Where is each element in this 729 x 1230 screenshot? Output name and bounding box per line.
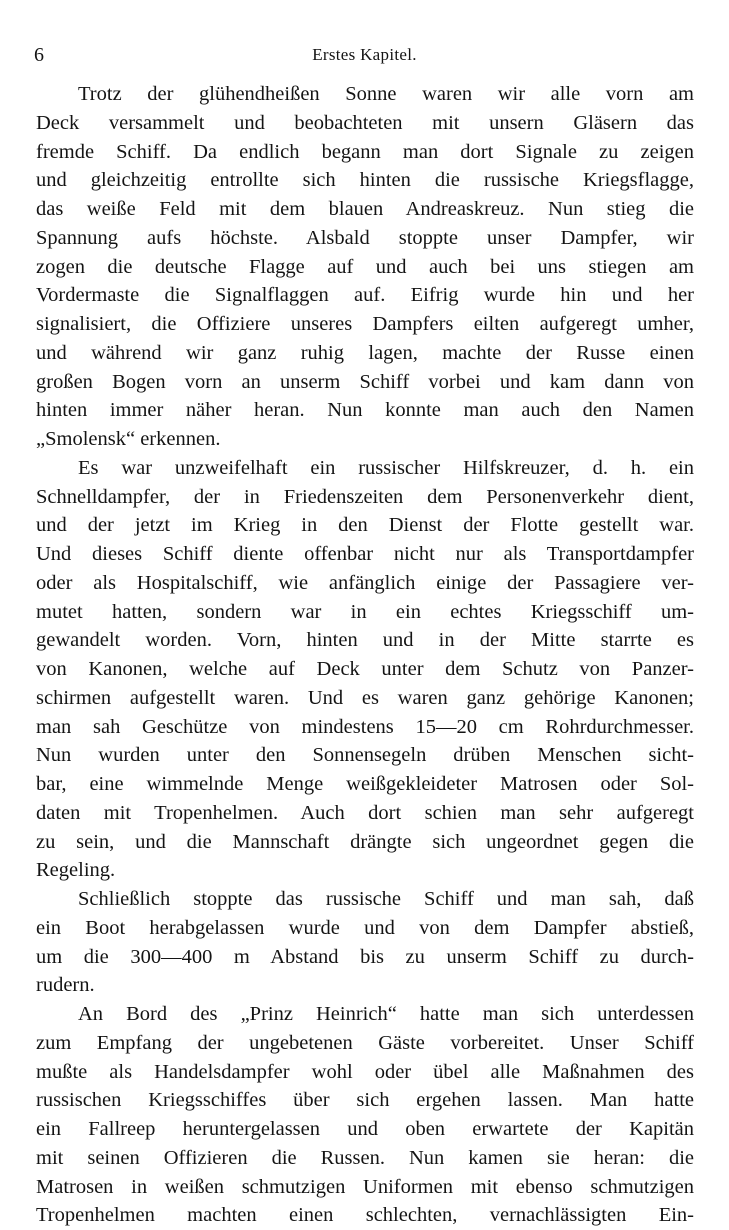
text-line: Und dieses Schiff diente offenbar nicht nur als Transportdampfer <box>36 543 694 565</box>
text-line: russischen Kriegsschiffes über sich ergehen lassen. Man hatte <box>36 1089 694 1112</box>
text-line: ein Boot herabgelassen wurde und von dem Dampfer abstieß, <box>36 916 694 939</box>
text-line: Regeling. <box>36 859 116 882</box>
text-line: rudern. <box>36 974 95 997</box>
text-line: zogen die deutsche Flagge auf und auch bei uns stiegen am <box>36 255 694 278</box>
text-line: mit seinen Offizieren die Russen. Nun kamen sie heran: die <box>36 1146 694 1169</box>
page-header <box>0 42 729 68</box>
text-line: großen Bogen vorn an unserm Schiff vorbei und kam dann von <box>36 370 694 393</box>
text-line: zum Empfang der ungebetenen Gäste vorbereitet. Unser Schiff <box>36 1031 694 1054</box>
text-line: mutet hatten, sondern war in ein echtes Kriegsschiff um- <box>36 600 694 623</box>
page-number: 6 <box>34 44 44 66</box>
text-line: Schnelldampfer, der in Friedenszeiten dem Personenverkehr dient, <box>36 485 694 508</box>
text-line: daten mit Tropenhelmen. Auch dort schien man sehr aufgeregt <box>36 801 694 824</box>
text-line: gewandelt worden. Vorn, hinten und in der Mitte starrte es <box>36 629 694 652</box>
text-line: um die 300—400 m Abstand bis zu unserm Schiff zu durch- <box>36 945 694 968</box>
text-line: und während wir ganz ruhig lagen, machte der Russe einen <box>36 341 694 364</box>
text-line: und gleichzeitig entrollte sich hinten die russische Kriegsflagge, <box>36 169 694 192</box>
text-line: von Kanonen, welche auf Deck unter dem Schutz von Panzer- <box>36 658 694 680</box>
text-line: schirmen aufgestellt waren. Und es waren ganz gehörige Kanonen; <box>36 686 694 709</box>
text-line: Matrosen in weißen schmutzigen Uniformen mit ebenso schmutzigen <box>36 1175 694 1198</box>
text-line: Tropenhelmen machten einen schlechten, vernachlässigten Ein- <box>36 1204 694 1227</box>
text-line: das weiße Feld mit dem blauen Andreaskreuz. Nun stieg die <box>36 198 694 220</box>
text-line: Nun wurden unter den Sonnensegeln drüben Menschen sicht- <box>36 744 694 767</box>
text-line: signalisiert, die Offiziere unseres Dampfers eilten aufgeregt umher, <box>36 313 694 335</box>
text-line: mußte als Handelsdampfer wohl oder übel alle Maßnahmen des <box>36 1060 694 1083</box>
text-line: ein Fallreep heruntergelassen und oben erwartete der Kapitän <box>36 1118 694 1140</box>
text-line: Es war unzweifelhaft ein russischer Hilfskreuzer, d. h. ein <box>78 456 694 479</box>
text-line: bar, eine wimmelnde Menge weißgekleideter Matrosen oder Sol- <box>36 773 694 795</box>
running-head: Erstes Kapitel. <box>312 45 417 64</box>
text-line: man sah Geschütze von mindestens 15—20 cm Rohrdurchmesser. <box>36 715 694 738</box>
text-line: Spannung aufs höchste. Alsbald stoppte unser Dampfer, wir <box>36 226 694 249</box>
text-line: fremde Schiff. Da endlich begann man dort Signale zu zeigen <box>36 140 694 163</box>
text-line: Schließlich stoppte das russische Schiff und man sah, daß <box>78 888 694 910</box>
text-line: Vordermaste die Signalflaggen auf. Eifrig wurde hin und her <box>36 284 694 307</box>
text-line: An Bord des „Prinz Heinrich“ hatte man sich unterdessen <box>78 1003 694 1025</box>
text-line: und der jetzt im Krieg in den Dienst der Flotte gestellt war. <box>36 514 694 537</box>
text-line: Trotz der glühendheißen Sonne waren wir alle vorn am <box>78 83 694 105</box>
text-line: Deck versammelt und beobachteten mit unsern Gläsern das <box>36 111 694 134</box>
text-line: zu sein, und die Mannschaft drängte sich ungeordnet gegen die <box>36 830 694 853</box>
body-text <box>36 80 694 1230</box>
text-line: hinten immer näher heran. Nun konnte man auch den Namen <box>36 399 694 422</box>
text-line: „Smolensk“ erkennen. <box>36 428 221 450</box>
text-line: oder als Hospitalschiff, wie anfänglich einige der Passagiere ver- <box>36 571 694 594</box>
